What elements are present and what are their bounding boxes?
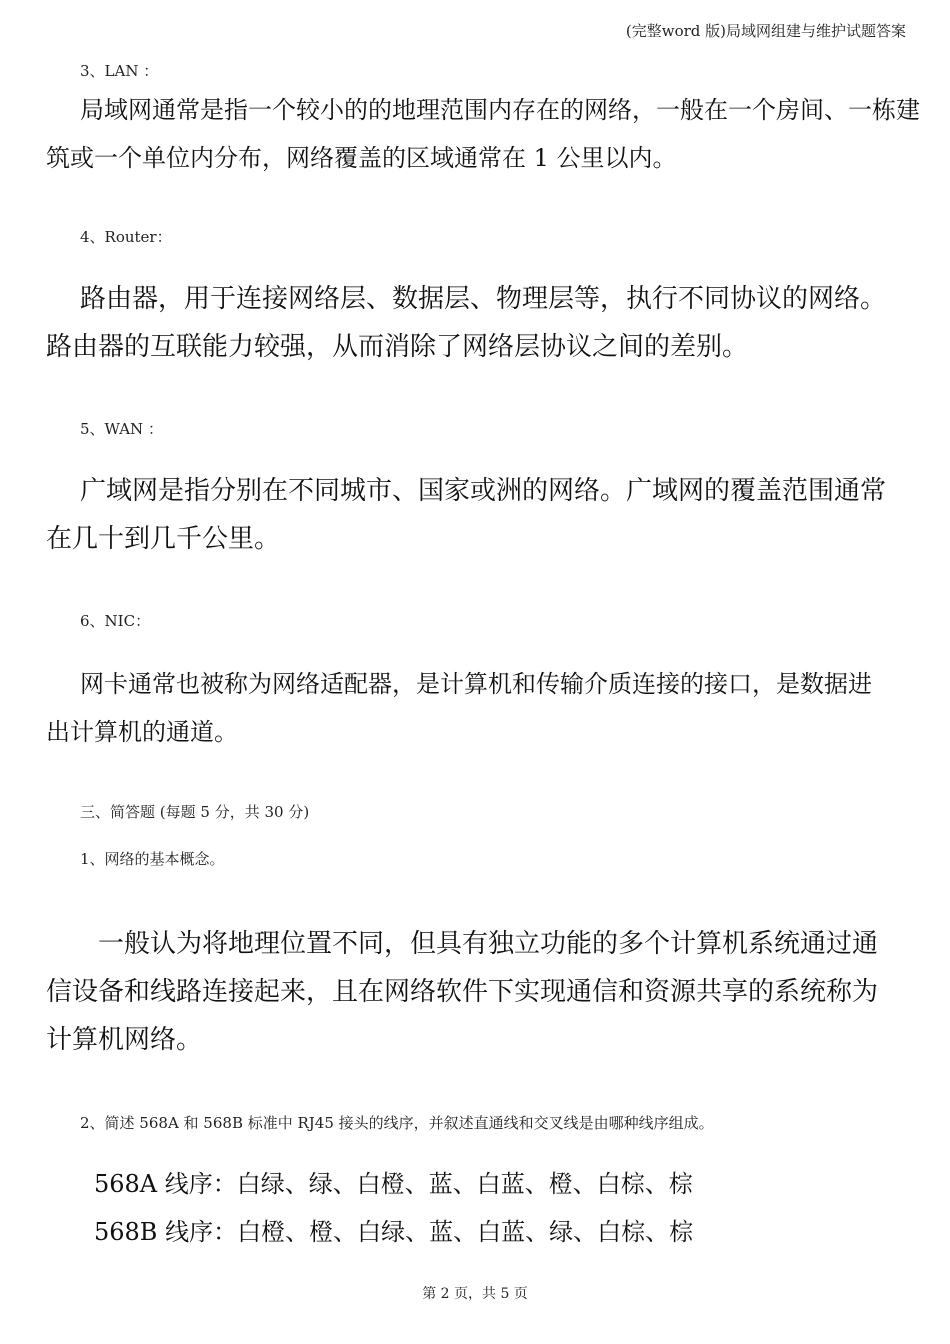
question-2-answer-568a: 568A 线序：白绿、绿、白橙、蓝、白蓝、橙、白棕、棕: [94, 1170, 693, 1198]
lan-definition-line-2: 筑或一个单位内分布，网络覆盖的区域通常在 1 公里以内。: [46, 144, 677, 172]
term-label-router: 4、Router：: [80, 228, 172, 246]
nic-definition-line-1: 网卡通常也被称为网络适配器，是计算机和传输介质连接的接口，是数据进: [80, 670, 872, 698]
wan-definition-line-1: 广域网是指分别在不同城市、国家或洲的网络。广域网的覆盖范围通常: [80, 476, 887, 506]
question-1-answer-line-2: 信设备和线路连接起来，且在网络软件下实现通信和资源共享的系统称为: [46, 977, 879, 1007]
wan-definition-line-2: 在几十到几千公里。: [46, 524, 281, 554]
document-header: (完整word 版)局域网组建与维护试题答案: [625, 22, 906, 40]
nic-definition-line-2: 出计算机的通道。: [46, 718, 238, 746]
question-1-answer-line-1: 一般认为将地理位置不同，但具有独立功能的多个计算机系统通过通: [98, 929, 879, 959]
section-heading-short-answer: 三、简答题 (每题 5 分，共 30 分): [80, 803, 310, 821]
question-1-answer-line-3: 计算机网络。: [46, 1025, 203, 1055]
question-2-answer-568b: 568B 线序：白橙、橙、白绿、蓝、白蓝、绿、白棕、棕: [94, 1218, 694, 1246]
question-label-1: 1、网络的基本概念。: [80, 850, 225, 868]
router-definition-line-2: 路由器的互联能力较强，从而消除了网络层协议之间的差别。: [46, 332, 749, 362]
term-label-nic: 6、NIC：: [80, 612, 151, 630]
term-label-lan: 3、LAN ：: [80, 62, 159, 80]
term-label-wan: 5、WAN ：: [80, 420, 163, 438]
lan-definition-line-1: 局域网通常是指一个较小的的地理范围内存在的网络，一般在一个房间、一栋建: [80, 96, 920, 124]
page-number-footer: 第 2 页，共 5 页: [422, 1286, 528, 1302]
question-label-2: 2、简述 568A 和 568B 标准中 RJ45 接头的线序，并叙述直通线和交叉线是由哪种线序组成。: [80, 1114, 714, 1132]
router-definition-line-1: 路由器，用于连接网络层、数据层、物理层等，执行不同协议的网络。: [80, 284, 887, 314]
